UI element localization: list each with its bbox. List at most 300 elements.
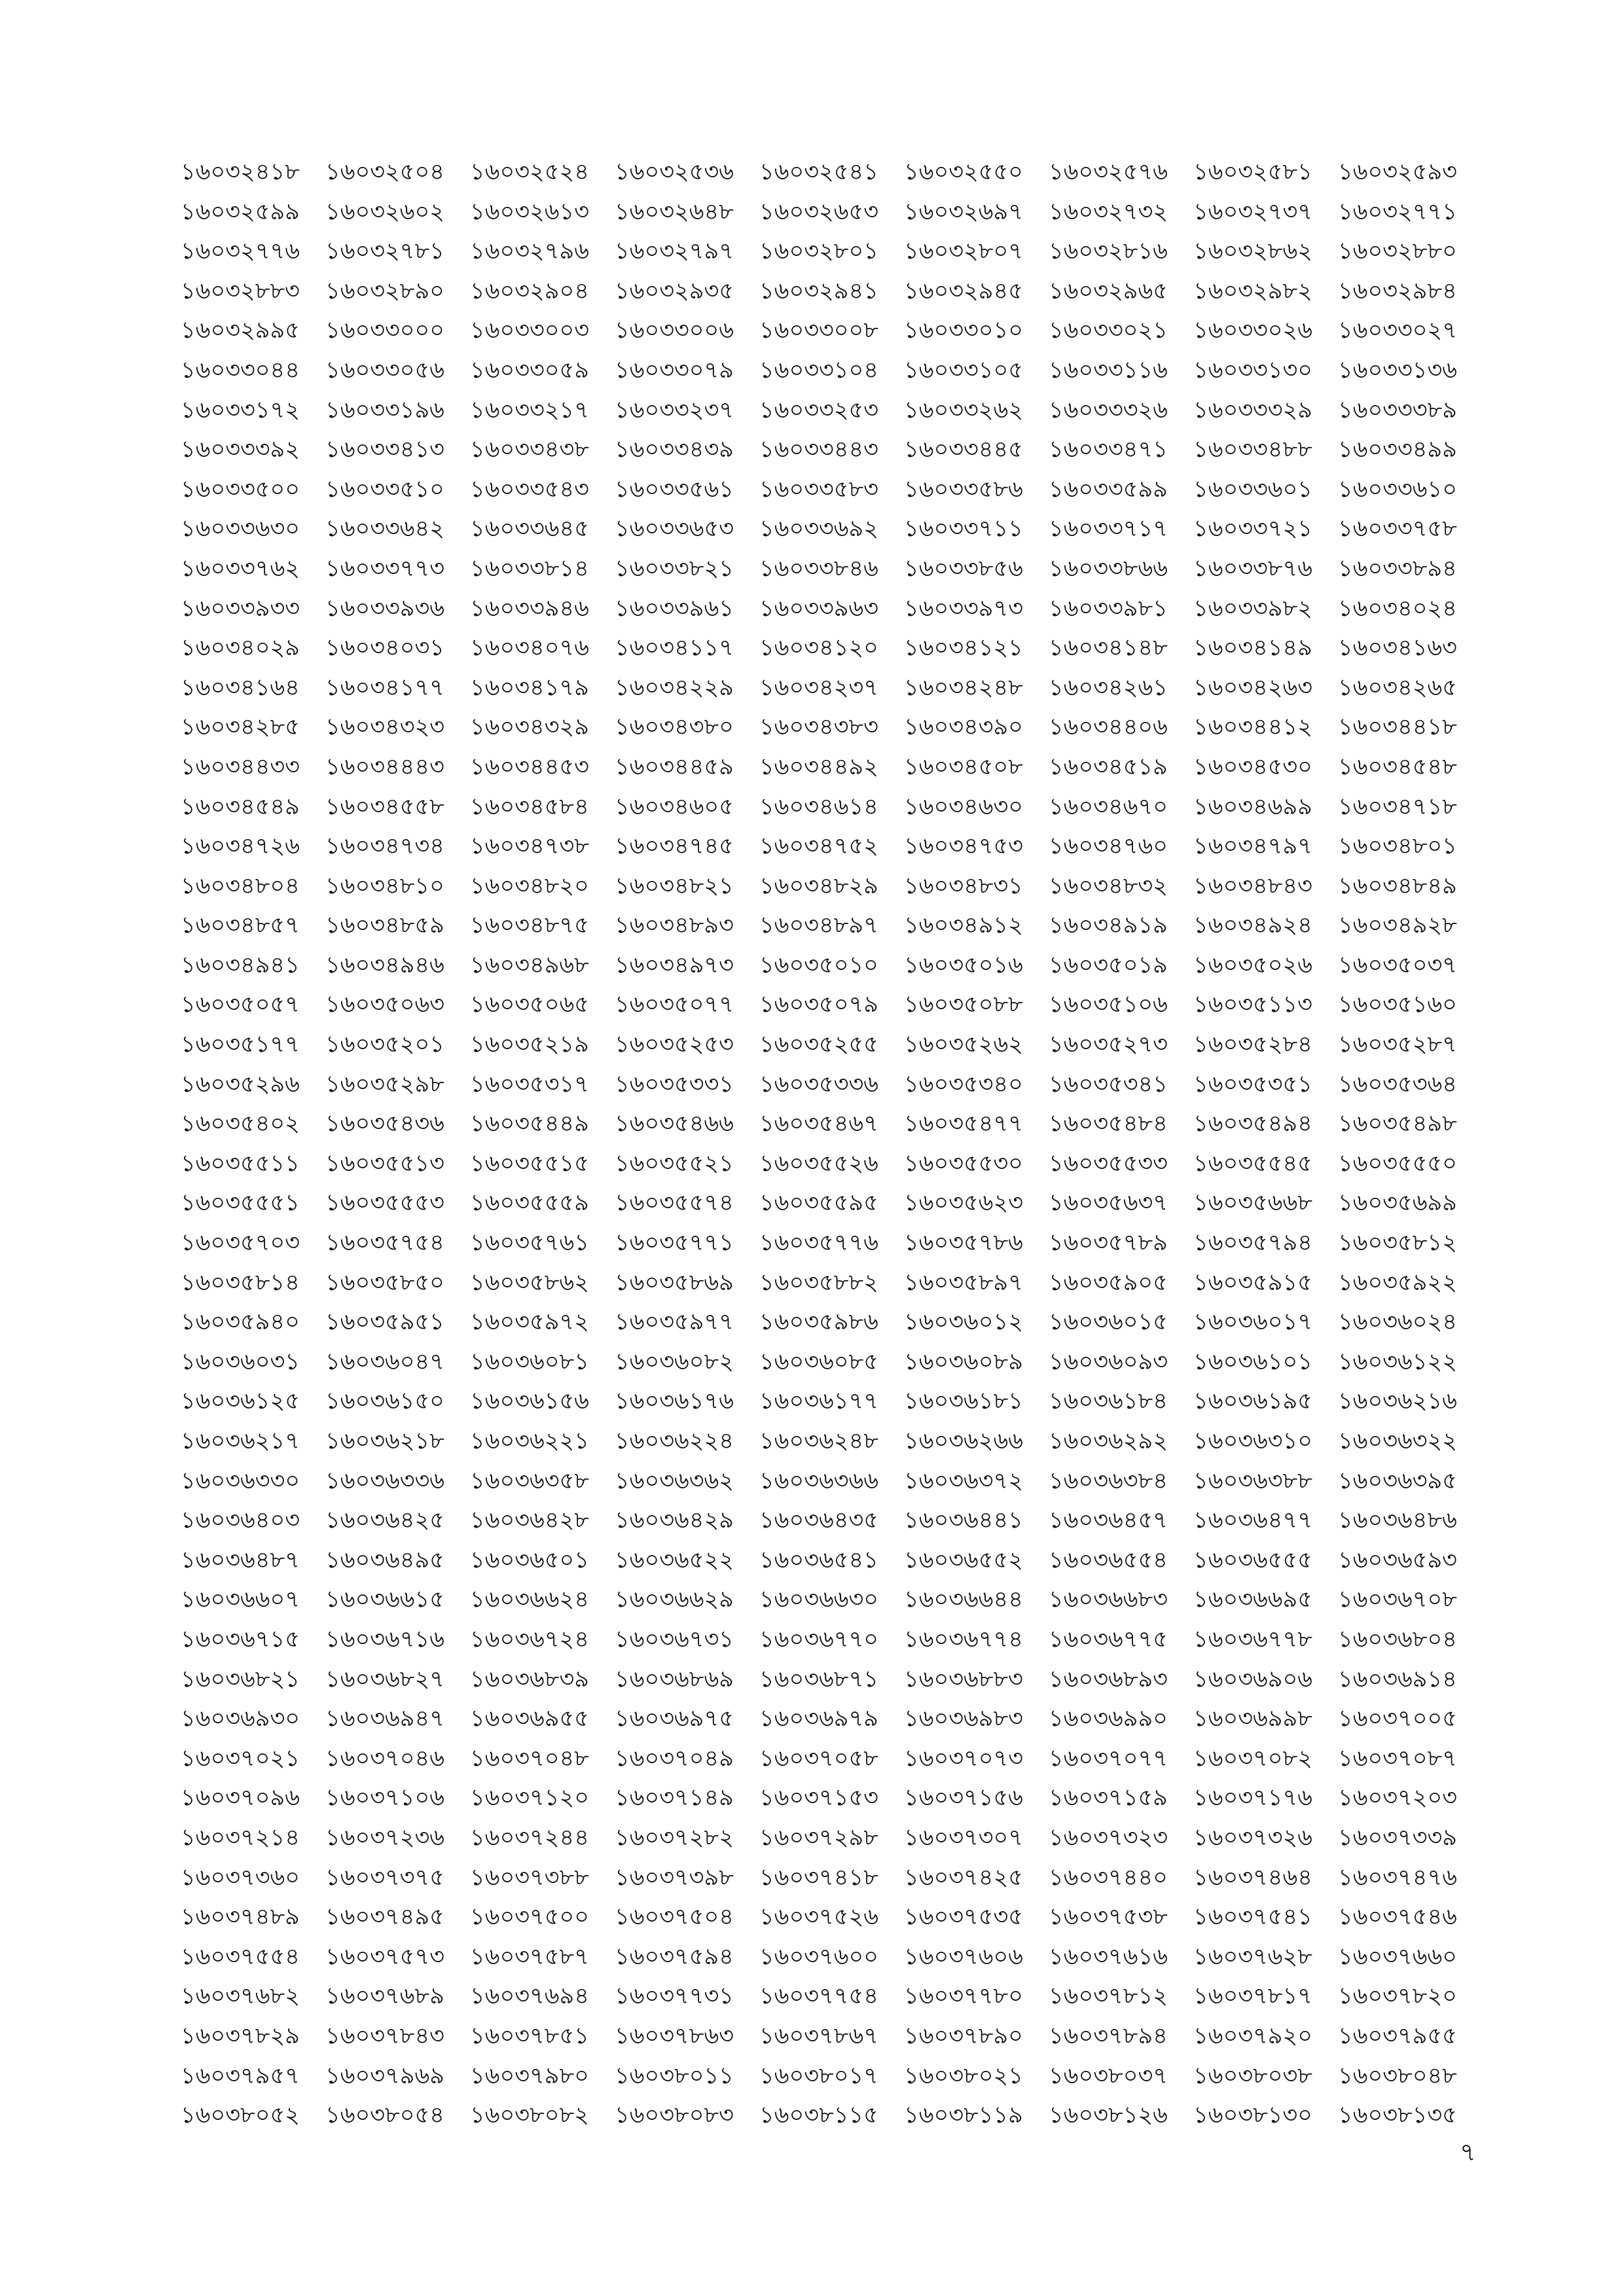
- roll-number-cell: ১৬০৩৪২২৯: [615, 674, 734, 701]
- roll-number-cell: ১৬০৩৫২৫৫: [759, 1031, 878, 1058]
- roll-number-cell: ১৬০৩৫০৮৮: [904, 992, 1023, 1018]
- roll-number-cell: ১৬০৩৭৫৩৮: [1049, 1904, 1168, 1931]
- roll-number-cell: ১৬০৩৬৬৩০: [759, 1587, 879, 1613]
- roll-number-cell: ১৬০৩৫৭৭৬: [759, 1230, 878, 1257]
- roll-number-cell: ১৬০৩৩৩২৬: [1049, 397, 1168, 423]
- roll-number-cell: ১৬০৩৩৬৫৩: [615, 516, 734, 543]
- roll-number-cell: ১৬০৩৩৯৭৩: [904, 595, 1023, 622]
- roll-number-cell: ১৬০৩৪৫১৯: [1049, 753, 1168, 780]
- roll-number-cell: ১৬০৩৮০১৭: [759, 2062, 878, 2089]
- roll-number-cell: ১৬০৩৫৫৯৫: [759, 1190, 878, 1217]
- roll-number-cell: ১৬০৩৩২৩৭: [615, 397, 734, 423]
- roll-number-cell: ১৬০৩৫৯২২: [1338, 1269, 1457, 1296]
- roll-number-cell: ১৬০৩৪৩২৯: [470, 714, 589, 741]
- roll-number-cell: ১৬০৩৭২১৪: [181, 1824, 300, 1851]
- roll-number-cell: ১৬০৩৬০১২: [904, 1309, 1023, 1336]
- roll-number-cell: ১৬০৩৪২৮৫: [181, 714, 300, 741]
- roll-number-cell: ১৬০৩৬৭১৫: [181, 1626, 300, 1653]
- roll-number-cell: ১৬০৩৩৯৬১: [615, 595, 734, 622]
- roll-number-cell: ১৬০৩৪৯২৪: [1193, 912, 1312, 939]
- roll-number-cell: ১৬০৩২৫৯৯: [181, 198, 300, 225]
- roll-number-cell: ১৬০৩৫২০১: [325, 1031, 444, 1058]
- roll-number-cell: ১৬০৩৬৪৯৫: [325, 1547, 444, 1573]
- roll-number-cell: ১৬০৩৭২৯৮: [759, 1824, 878, 1851]
- roll-number-cell: ১৬০৩৫৫২১: [615, 1150, 734, 1177]
- roll-number-cell: ১৬০৩৩০১০: [904, 317, 1023, 344]
- roll-number-cell: ১৬০৩৫৫৩০: [904, 1150, 1023, 1177]
- roll-number-cell: ১৬০৩৭৪৬৪: [1193, 1864, 1312, 1891]
- roll-number-cell: ১৬০৩৬৬৪৪: [904, 1587, 1023, 1613]
- roll-number-cell: ১৬০৩৫৮৫০: [325, 1269, 444, 1296]
- roll-number-cell: ১৬০৩৬২২৪: [615, 1428, 734, 1454]
- roll-number-cell: ১৬০৩৬৭১৬: [325, 1626, 444, 1653]
- roll-number-cell: ১৬০৩৩৭১৭: [1049, 516, 1168, 543]
- roll-number-cell: ১৬০৩৬৮৩৯: [470, 1666, 589, 1693]
- roll-number-cell: ১৬০৩৭১২০: [470, 1785, 589, 1812]
- roll-number-cell: ১৬০৩৩২৫৩: [759, 397, 878, 423]
- roll-number-cell: ১৬০৩৬৮২৭: [325, 1666, 444, 1693]
- roll-number-cell: ১৬০৩৩৯৪৬: [470, 595, 589, 622]
- roll-number-cell: ১৬০৩৭৬০০: [759, 1943, 879, 1970]
- roll-number-cell: ১৬০৩৭৮৬৭: [759, 2022, 878, 2049]
- roll-number-cell: ১৬০৩৬৯৮৩: [904, 1706, 1023, 1732]
- roll-number-cell: ১৬০৩৬৪৩৫: [759, 1507, 878, 1534]
- roll-number-cell: ১৬০৩২৪১৮: [181, 159, 300, 185]
- roll-number-cell: ১৬০৩৬৪০৩: [181, 1507, 300, 1534]
- roll-number-cell: ১৬০৩৬৪২৮: [470, 1507, 589, 1534]
- roll-number-cell: ১৬০৩৬২২১: [470, 1428, 589, 1454]
- roll-number-cell: ১৬০৩২৮৬২: [1193, 238, 1312, 265]
- roll-number-cell: ১৬০৩৬৫৪১: [759, 1547, 878, 1573]
- roll-number-cell: ১৬০৩৫৩৬৪: [1338, 1071, 1457, 1098]
- roll-number-cell: ১৬০৩৪৭৬০: [1049, 833, 1168, 860]
- roll-number-cell: ১৬০৩৩০২৭: [1338, 317, 1458, 344]
- roll-number-cell: ১৬০৩৬৮৭১: [759, 1666, 878, 1693]
- roll-number-cell: ১৬০৩৩৯৬৩: [759, 595, 878, 622]
- roll-number-cell: ১৬০৩৬৯৯০: [1049, 1706, 1168, 1732]
- roll-number-cell: ১৬০৩৬৩৫৮: [470, 1467, 589, 1494]
- roll-number-cell: ১৬০৩৪৮৪৯: [1338, 872, 1457, 899]
- roll-number-cell: ১৬০৩৩৬৪২: [325, 516, 444, 543]
- roll-number-cell: ১৬০৩৭২৮২: [615, 1824, 734, 1851]
- roll-number-cell: ১৬০৩৪৩৯০: [904, 714, 1023, 741]
- roll-number-cell: ১৬০৩৩৪৪৩: [759, 437, 878, 463]
- roll-number-cell: ১৬০৩৪৮০১: [1338, 833, 1457, 860]
- roll-number-cell: ১৬০৩৩৭২১: [1193, 516, 1312, 543]
- roll-number-cell: ১৬০৩২৫০৪: [325, 159, 444, 185]
- roll-number-cell: ১৬০৩৫০২৬: [1193, 952, 1312, 978]
- roll-number-cell: ১৬০৩৩৫৮৩: [759, 476, 878, 503]
- roll-number-cell: ১৬০৩৩১৩৬: [1338, 357, 1457, 384]
- roll-number-cell: ১৬০৩৬০১৭: [1193, 1309, 1312, 1336]
- roll-number-cell: ১৬০৩৫৭৫৪: [325, 1230, 444, 1257]
- roll-number-cell: ১৬০৩৬১৭৭: [759, 1388, 878, 1415]
- roll-number-cell: ১৬০৩৭৮২০: [1338, 1983, 1457, 2010]
- roll-number-cell: ১৬০৩৩৪১৩: [325, 437, 444, 463]
- roll-number-cell: ১৬০৩৬৬১৫: [325, 1587, 444, 1613]
- roll-number-cell: ১৬০৩৭৫৭৩: [325, 1943, 444, 1970]
- roll-number-cell: ১৬০৩৩৮৭৬: [1193, 555, 1312, 582]
- roll-number-cell: ১৬০৩২৯৪১: [759, 278, 878, 304]
- roll-number-cell: ১৬০৩৪৪১৮: [1338, 714, 1457, 741]
- roll-number-cell: ১৬০৩৬৫৫৪: [1049, 1547, 1168, 1573]
- roll-number-cell: ১৬০৩৭৫০০: [470, 1904, 589, 1931]
- roll-number-cell: ১৬০৩৫৮৬২: [470, 1269, 589, 1296]
- roll-number-cell: ১৬০৩৩৫৮৬: [904, 476, 1023, 503]
- roll-number-cell: ১৬০৩৩১০৪: [759, 357, 878, 384]
- roll-number-cell: ১৬০৩৭৯৫৭: [181, 2062, 300, 2089]
- roll-number-cell: ১৬০৩৩১৭২: [181, 397, 300, 423]
- roll-number-cell: ১৬০৩৪৪৫৩: [470, 753, 589, 780]
- roll-number-cell: ১৬০৩৫৪৮৪: [1049, 1111, 1168, 1138]
- roll-number-cell: ১৬০৩৪৩৮৩: [759, 714, 878, 741]
- roll-number-cell: ১৬০৩৩৯৮১: [1049, 595, 1168, 622]
- roll-number-cell: ১৬০৩২৫৭৬: [1049, 159, 1168, 185]
- roll-number-cell: ১৬০৩৩৬৪৫: [470, 516, 589, 543]
- roll-number-cell: ১৬০৩৪৩৮০: [615, 714, 734, 741]
- roll-number-cell: ১৬০৩৪৮৭৫: [470, 912, 589, 939]
- roll-number-cell: ১৬০৩২৭৩২: [1049, 198, 1168, 225]
- roll-number-cell: ১৬০৩৩৮৯৪: [1338, 555, 1457, 582]
- roll-number-cell: ১৬০৩৬৪৫৭: [1049, 1507, 1168, 1534]
- roll-number-cell: ১৬০৩৫৭৮৯: [1049, 1230, 1168, 1257]
- roll-number-cell: ১৬০৩২৯০৪: [470, 278, 589, 304]
- roll-number-cell: ১৬০৩৫৩৪০: [904, 1071, 1023, 1098]
- roll-number-cell: ১৬০৩৭৮৯৪: [1049, 2022, 1168, 2049]
- roll-number-cell: ১৬০৩৩৬৩০: [181, 516, 300, 543]
- roll-number-cell: ১৬০৩৫৪৯৪: [1193, 1111, 1312, 1138]
- roll-number-cell: ১৬০৩৬১২৫: [181, 1388, 300, 1415]
- roll-number-cell: ১৬০৩৫০৭৯: [759, 992, 878, 1018]
- roll-number-cell: ১৬০৩৪৭৯৭: [1193, 833, 1312, 860]
- roll-number-cell: ১৬০৩৫৯০৫: [1049, 1269, 1168, 1296]
- roll-number-cell: ১৬০৩২৯৪৫: [904, 278, 1023, 304]
- roll-number-cell: ১৬০৩৫৮১৪: [181, 1269, 300, 1296]
- roll-number-cell: ১৬০৩৩৪৩৮: [470, 437, 589, 463]
- roll-number-cell: ১৬০৩৬৩৩০: [181, 1467, 300, 1494]
- roll-number-cell: ১৬০৩৫০১৬: [904, 952, 1023, 978]
- roll-number-cell: ১৬০৩২৫৯৩: [1338, 159, 1457, 185]
- roll-number-cell: ১৬০৩৪৭৩৮: [470, 833, 589, 860]
- roll-number-cell: ১৬০৩২৯৯৫: [181, 317, 300, 344]
- roll-number-cell: ১৬০৩৬৪৭৭: [1193, 1507, 1312, 1534]
- roll-number-cell: ১৬০৩৩৭১১: [904, 516, 1023, 543]
- roll-number-cell: ১৬০৩৫২৭৩: [1049, 1031, 1168, 1058]
- roll-number-cell: ১৬০৩৩০০৮: [759, 317, 878, 344]
- roll-number-cell: ১৬০৩৭৮২৯: [181, 2022, 300, 2049]
- roll-number-cell: ১৬০৩৪৪৩৩: [181, 753, 300, 780]
- roll-number-cell: ১৬০৩৫৪৭৭: [904, 1111, 1023, 1138]
- roll-number-cell: ১৬০৩৭৫০৪: [615, 1904, 734, 1931]
- roll-number-cell: ১৬০৩৫০৬৫: [470, 992, 589, 1018]
- roll-number-cell: ১৬০৩৭৩৭৫: [325, 1864, 444, 1891]
- roll-number-cell: ১৬০৩৫২৯৮: [325, 1071, 444, 1098]
- roll-number-cell: ১৬০৩৪৭৩৪: [325, 833, 444, 860]
- roll-number-cell: ১৬০৩৬৮২১: [181, 1666, 300, 1693]
- roll-number-cell: ১৬০৩২৯৮৪: [1338, 278, 1457, 304]
- roll-number-cell: ১৬০৩৫৭০৩: [181, 1230, 300, 1257]
- roll-number-cell: ১৬০৩৭২৪৪: [470, 1824, 589, 1851]
- roll-number-cell: ১৬০৩৬৫২২: [615, 1547, 734, 1573]
- roll-number-cell: ১৬০৩৭৮১২: [1049, 1983, 1168, 2010]
- roll-number-cell: ১৬০৩২৭৯৭: [615, 238, 734, 265]
- roll-number-cell: ১৬০৩৩৭৫৮: [1338, 516, 1457, 543]
- roll-number-cell: ১৬০৩৫০৩৭: [1338, 952, 1457, 978]
- roll-number-cell: ১৬০৩৩৪৪৫: [904, 437, 1023, 463]
- roll-number-cell: ১৬০৩৬১৭৬: [615, 1388, 734, 1415]
- roll-number-cell: ১৬০৩৭৫৪৬: [1338, 1904, 1457, 1931]
- roll-number-cell: ১৬০৩৭৩৩৯: [1338, 1824, 1457, 1851]
- roll-number-cell: ১৬০৩৬৩৬২: [615, 1467, 734, 1494]
- roll-number-cell: ১৬০৩৫৩৪১: [1049, 1071, 1168, 1098]
- roll-number-cell: ১৬০৩৩১১৬: [1049, 357, 1168, 384]
- roll-number-cell: ১৬০৩৬৩৩৬: [325, 1467, 445, 1494]
- roll-number-cell: ১৬০৩৪৮৯৩: [615, 912, 734, 939]
- roll-number-cell: ১৬০৩৪৩২৩: [325, 714, 444, 741]
- roll-number-cell: ১৬০৩৫৮৯৭: [904, 1269, 1023, 1296]
- roll-number-cell: ১৬০৩৫৯১৫: [1193, 1269, 1312, 1296]
- roll-number-cell: ১৬০৩৬৯৯৮: [1193, 1706, 1312, 1732]
- roll-number-cell: ১৬০৩৬৮০৪: [1338, 1626, 1457, 1653]
- roll-number-cell: ১৬০৩৭৬৯৪: [470, 1983, 589, 2010]
- roll-number-cell: ১৬০৩৩৯৮২: [1193, 595, 1312, 622]
- roll-number-cell: ১৬০৩৪১২০: [759, 635, 878, 662]
- roll-number-cell: ১৬০৩৬৩৯৫: [1338, 1467, 1457, 1494]
- roll-number-cell: ১৬০৩৫২৫৩: [615, 1031, 734, 1058]
- roll-number-cell: ১৬০৩৬৪৪১: [904, 1507, 1023, 1534]
- roll-number-cell: ১৬০৩২৬৪৮: [615, 198, 734, 225]
- roll-number-cell: ১৬০৩৪২৬৫: [1338, 674, 1457, 701]
- roll-number-cell: ১৬০৩৭১৫৯: [1049, 1785, 1168, 1812]
- roll-number-cell: ১৬০৩৬১২২: [1338, 1348, 1457, 1375]
- roll-number-cell: ১৬০৩৫৪৬৭: [759, 1111, 878, 1138]
- roll-number-cell: ১৬০৩৬১০১: [1193, 1348, 1312, 1375]
- roll-number-cell: ১৬০৩৪৮৫৯: [325, 912, 444, 939]
- roll-number-cell: ১৬০৩৪৫৩০: [1193, 753, 1312, 780]
- roll-number-cell: ১৬০৩৫২৬২: [904, 1031, 1023, 1058]
- roll-number-cell: ১৬০৩৪০৩১: [325, 635, 444, 662]
- roll-number-cell: ১৬০৩৬৯১৪: [1338, 1666, 1457, 1693]
- roll-number-cell: ১৬০৩৮০২১: [904, 2062, 1023, 2089]
- roll-number-cell: ১৬০৩৭৬২৮: [1193, 1943, 1312, 1970]
- roll-number-cell: ১৬০৩৩০০৬: [615, 317, 734, 344]
- roll-number-cell: ১৬০৩৪১১৭: [615, 635, 734, 662]
- roll-number-cell: ১৬০৩৭৫৮৭: [470, 1943, 589, 1970]
- roll-number-cell: ১৬০৩৭০৭৭: [1049, 1745, 1168, 1772]
- roll-number-cell: ১৬০৩৫৭৬১: [470, 1230, 589, 1257]
- roll-number-cell: ১৬০৩৫৯৮৬: [759, 1309, 878, 1336]
- roll-number-cell: ১৬০৩২৯৩৫: [615, 278, 734, 304]
- roll-number-cell: ১৬০৩৬৩২২: [1338, 1428, 1458, 1454]
- roll-number-cell: ১৬০৩৭৯২০: [1193, 2022, 1312, 2049]
- roll-number-cell: ১৬০৩৪৮৩১: [904, 872, 1023, 899]
- roll-number-cell: ১৬০৩৪৭৫২: [759, 833, 878, 860]
- roll-number-cell: ১৬০৩৫৭৯৪: [1193, 1230, 1312, 1257]
- roll-number-cell: ১৬০৩৭০৯৬: [181, 1785, 300, 1812]
- roll-number-cell: ১৬০৩৪৪৯২: [759, 753, 878, 780]
- roll-number-cell: ১৬০৩৬৩৬৬: [759, 1467, 879, 1494]
- roll-number-cell: ১৬০৩২৮৮৩: [181, 278, 300, 304]
- roll-number-cell: ১৬০৩৭৫২৬: [759, 1904, 878, 1931]
- roll-number-cell: ১৬০৩৬৮৬৯: [615, 1666, 734, 1693]
- roll-number-cell: ১৬০৩৩৫৬১: [615, 476, 734, 503]
- roll-number-cell: ১৬০৩৭৫৪১: [1193, 1904, 1312, 1931]
- roll-number-cell: ১৬০৩৬৩৮৮: [1193, 1467, 1312, 1494]
- roll-number-cell: ১৬০৩৪৮৪৩: [1193, 872, 1312, 899]
- roll-number-cell: ১৬০৩৪৪৪৩: [325, 753, 444, 780]
- roll-number-cell: ১৬০৩৫৫৫৩: [325, 1190, 444, 1217]
- roll-number-cell: ১৬০৩৮০১১: [615, 2062, 734, 2089]
- roll-number-cell: ১৬০৩৩৪৮৮: [1193, 437, 1312, 463]
- roll-number-cell: ১৬০৩২৮০১: [759, 238, 878, 265]
- roll-number-cell: ১৬০৩৬০৯৩: [1049, 1348, 1168, 1375]
- roll-number-cell: ১৬০৩২৬৯৭: [904, 198, 1023, 225]
- roll-number-cell: ১৬০৩৭০৭৩: [904, 1745, 1024, 1772]
- roll-number-cell: ১৬০৩৩৪৩৯: [615, 437, 734, 463]
- roll-number-cell: ১৬০৩৪৯৬৮: [470, 952, 589, 978]
- roll-number-cell: ১৬০৩৩০৪৪: [181, 357, 300, 384]
- roll-number-cell: ১৬০৩৭০৪৯: [615, 1745, 734, 1772]
- roll-number-cell: ১৬০৩৭১৪৯: [615, 1785, 734, 1812]
- roll-number-cell: ১৬০৩৫৫১১: [181, 1150, 300, 1177]
- roll-number-cell: ১৬০৩৬৪২৫: [325, 1507, 444, 1534]
- roll-number-cell: ১৬০৩৩৬৯২: [759, 516, 878, 543]
- roll-number-cell: ১৬০৩৪৬৩০: [904, 793, 1023, 820]
- roll-number-cell: ১৬০৩৭১৭৬: [1193, 1785, 1312, 1812]
- roll-number-cell: ১৬০৩৩৭৬২: [181, 555, 300, 582]
- roll-number-cell: ১৬০৩২৯৬৫: [1049, 278, 1168, 304]
- roll-number-cell: ১৬০৩২৭৯৬: [470, 238, 589, 265]
- roll-number-cell: ১৬০৩৮১৩৫: [1338, 2102, 1457, 2129]
- roll-number-cell: ১৬০৩৪১৪৮: [1049, 635, 1168, 662]
- roll-number-cell: ১৬০৩৪১৬৩: [1338, 635, 1457, 662]
- roll-number-cell: ১৬০৩৪৮৫৭: [181, 912, 300, 939]
- roll-number-cell: ১৬০৩৩০০৩: [470, 317, 590, 344]
- roll-number-cell: ১৬০৩৬২৯২: [1049, 1428, 1168, 1454]
- roll-number-cell: ১৬০৩৭৮১৭: [1193, 1983, 1312, 2010]
- roll-number-cell: ১৬০৩৪৯৪৬: [325, 952, 444, 978]
- roll-number-cell: ১৬০৩৩৩২৯: [1193, 397, 1312, 423]
- roll-number-cell: ১৬০৩৭২০৩: [1338, 1785, 1458, 1812]
- roll-number-cell: ১৬০৩৭৫৩৫: [904, 1904, 1023, 1931]
- roll-number-cell: ১৬০৩৬৪৮৭: [181, 1547, 300, 1573]
- roll-number-cell: ১৬০৩৬৯৭৫: [615, 1706, 734, 1732]
- roll-number-cell: ১৬০৩২৬৫৩: [759, 198, 878, 225]
- roll-number-cell: ১৬০৩৬৫৫২: [904, 1547, 1023, 1573]
- roll-number-cell: ১৬০৩৩৬০১: [1193, 476, 1312, 503]
- roll-number-cell: ১৬০৩৩৫৯৯: [1049, 476, 1168, 503]
- roll-number-cell: ১৬০৩৩৪৯৯: [1338, 437, 1457, 463]
- roll-number-cell: ১৬০৩৭৪১৮: [759, 1864, 878, 1891]
- roll-number-cell: ১৬০৩৫৯৫১: [325, 1309, 444, 1336]
- roll-number-cell: ১৬০৩২৫৫০: [904, 159, 1023, 185]
- roll-number-cell: ১৬০৩৩৩৮৯: [1338, 397, 1457, 423]
- roll-number-cell: ১৬০৩৪৮১০: [325, 872, 444, 899]
- roll-number-cell: ১৬০৩৫৪৪৯: [470, 1111, 589, 1138]
- roll-number-cell: ১৬০৩৩৯৩৩: [181, 595, 300, 622]
- roll-number-cell: ১৬০৩৫৩৫১: [1193, 1071, 1312, 1098]
- roll-number-cell: ১৬০৩৭৫৯৪: [615, 1943, 734, 1970]
- roll-number-cell: ১৬০৩৫১১৩: [1193, 992, 1312, 1018]
- roll-number-cell: ১৬০৩৩০৭৯: [615, 357, 734, 384]
- roll-number-cell: ১৬০৩৬০৮৫: [759, 1348, 878, 1375]
- roll-number-cell: ১৬০৩৬৯০৬: [1193, 1666, 1312, 1693]
- roll-number-cell: ১৬০৩৪৬১৪: [759, 793, 878, 820]
- roll-number-cell: ১৬০৩৫৫৩৩: [1049, 1150, 1168, 1177]
- roll-number-cell: ১৬০৩৬১৮৪: [1049, 1388, 1168, 1415]
- roll-number-cell: ১৬০৩৫০১৯: [1049, 952, 1168, 978]
- roll-number-cell: ১৬০৩২৭৩৭: [1193, 198, 1313, 225]
- roll-number-cell: ১৬০৩২৬১৩: [470, 198, 589, 225]
- roll-number-cell: ১৬০৩৬৮৯৩: [1049, 1666, 1168, 1693]
- roll-number-cell: ১৬০৩৭০৫৮: [759, 1745, 878, 1772]
- roll-number-cell: ১৬০৩৭৩২৬: [1193, 1824, 1313, 1851]
- roll-number-cell: ১৬০৩৫০৫৭: [181, 992, 300, 1018]
- roll-number-cell: ১৬০৩৬২১৮: [325, 1428, 444, 1454]
- roll-number-cell: ১৬০৩৭০৪৬: [325, 1745, 444, 1772]
- roll-number-cell: ১৬০৩৫৪৯৮: [1338, 1111, 1457, 1138]
- roll-number-cell: ১৬০৩৬০৮১: [470, 1348, 589, 1375]
- roll-number-cell: ১৬০৩২৫৩৬: [615, 159, 734, 185]
- roll-number-cell: ১৬০৩৪৮২০: [470, 872, 589, 899]
- roll-number-cell: ১৬০৩৪০২৯: [181, 635, 300, 662]
- roll-number-cell: ১৬০৩৭৮৬৩: [615, 2022, 734, 2049]
- roll-number-cell: ১৬০৩৪১৭৭: [325, 674, 444, 701]
- roll-number-cell: ১৬০৩৬১৯৫: [1193, 1388, 1312, 1415]
- roll-number-cell: ১৬০৩৭৬০৬: [904, 1943, 1024, 1970]
- roll-number-cell: ১৬০৩৫৫৫০: [1338, 1150, 1457, 1177]
- roll-number-cell: ১৬০৩৭৬৮৯: [325, 1983, 444, 2010]
- roll-number-cell: ১৬০৩৩৮২১: [615, 555, 734, 582]
- roll-number-cell: ১৬০৩৪৫৪৯: [181, 793, 300, 820]
- roll-number-cell: ১৬০৩৬৯৫৫: [470, 1706, 589, 1732]
- roll-number-cell: ১৬০৩৪২৩৭: [759, 674, 878, 701]
- roll-number-cell: ১৬০৩৪৪৫৯: [615, 753, 734, 780]
- roll-number-cell: ১৬০৩৫৯৭৭: [615, 1309, 734, 1336]
- roll-number-cell: ১৬০৩৭৪৪০: [1049, 1864, 1168, 1891]
- roll-number-cell: ১৬০৩৬৪২৯: [615, 1507, 734, 1534]
- roll-number-cell: ১৬০৩৬৭২৪: [470, 1626, 589, 1653]
- roll-number-cell: ১৬০৩২৯৮২: [1193, 278, 1312, 304]
- roll-number-cell: ১৬০৩৬৭০৮: [1338, 1587, 1457, 1613]
- roll-number-cell: ১৬০৩৪৭৪৫: [615, 833, 734, 860]
- roll-number-cell: ১৬০৩৩৭৭৩: [325, 555, 445, 582]
- roll-number-cell: ১৬০৩৩৩৯২: [181, 437, 300, 463]
- roll-number-cell: ১৬০৩৭৯৬৯: [325, 2062, 444, 2089]
- roll-number-cell: ১৬০৩৭৫৫৪: [181, 1943, 300, 1970]
- roll-number-cell: ১৬০৩২৭৭৬: [181, 238, 300, 265]
- roll-number-cell: ১৬০৩৩০২৬: [1193, 317, 1313, 344]
- roll-number-cell: ১৬০৩৬৭৭৫: [1049, 1626, 1168, 1653]
- roll-number-cell: ১৬০৩২৫২৪: [470, 159, 589, 185]
- roll-number-cell: ১৬০৩৬০৪৭: [325, 1348, 444, 1375]
- roll-number-cell: ১৬০৩৪৫০৮: [904, 753, 1023, 780]
- roll-number-cell: ১৬০৩৫১৬০: [1338, 992, 1457, 1018]
- roll-number-cell: ১৬০৩৬৩৮৪: [1049, 1467, 1168, 1494]
- roll-number-cell: ১৬০৩৪৮৯৭: [759, 912, 878, 939]
- roll-number-cell: ১৬০৩৭২৩৬: [325, 1824, 445, 1851]
- roll-number-cell: ১৬০৩৭৩০৭: [904, 1824, 1024, 1851]
- roll-number-cell: ১৬০৩৪২৬১: [1049, 674, 1168, 701]
- roll-number-cell: ১৬০৩৫৮১২: [1338, 1230, 1457, 1257]
- roll-number-cell: ১৬০৩৫৫১৩: [325, 1150, 444, 1177]
- roll-number-cell: ১৬০৩৮১১৫: [759, 2102, 878, 2129]
- roll-number-cell: ১৬০৩৫৭৮৬: [904, 1230, 1023, 1257]
- roll-number-cell: ১৬০৩৮১২৬: [1049, 2102, 1168, 2129]
- roll-number-cell: ১৬০৩৫৮৬৯: [615, 1269, 734, 1296]
- roll-number-cell: ১৬০৩৬২৪৮: [759, 1428, 878, 1454]
- roll-number-cell: ১৬০৩৬৮৮৩: [904, 1666, 1023, 1693]
